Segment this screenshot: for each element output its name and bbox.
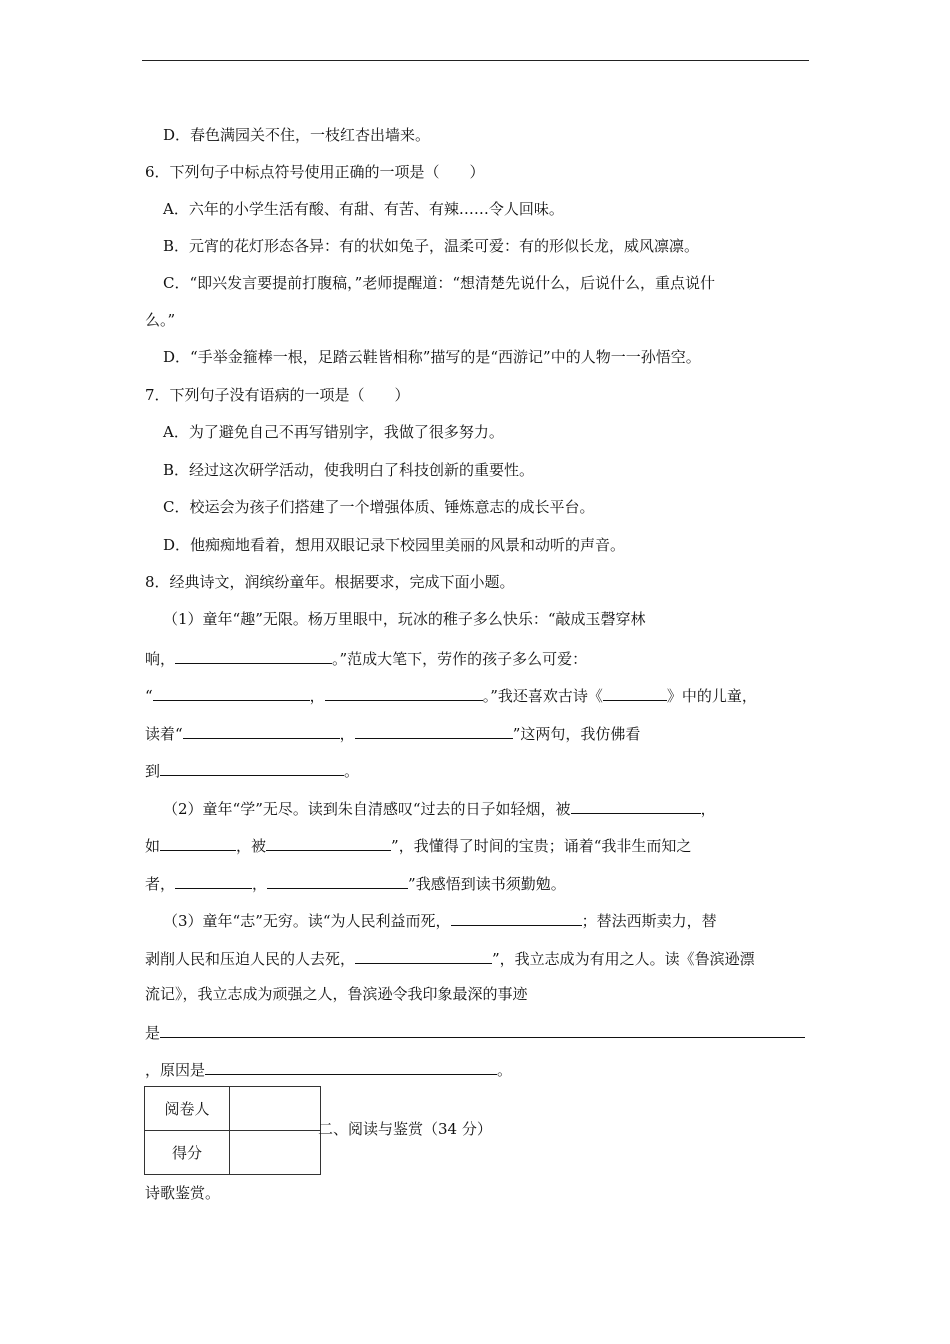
text-fragment: （2）童年“学”无尽。读到朱自清感叹“过去的日子如轻烟，被 xyxy=(163,800,571,818)
q8-part1-line4 xyxy=(145,722,640,744)
answer-blank[interactable] xyxy=(205,1058,497,1075)
q6-option-d: D．“手举金箍棒一根，足踏云鞋皆相称”描写的是“西游记”中的人物一一孙悟空。 xyxy=(163,348,701,366)
q8-stem: 8．经典诗文，润缤纷童年。根据要求，完成下面小题。 xyxy=(145,573,515,591)
text-fragment: ， xyxy=(700,800,716,818)
text-fragment: 。 xyxy=(344,762,360,780)
q7-option-b: B．经过这次研学活动，使我明白了科技创新的重要性。 xyxy=(163,461,535,479)
q8-part3-line1 xyxy=(163,909,717,931)
score-table xyxy=(144,1086,321,1175)
q7-option-a: A．为了避免自己不再写错别字，我做了很多努力。 xyxy=(163,423,504,441)
answer-blank[interactable] xyxy=(355,722,513,739)
q8-part1-line2 xyxy=(145,647,587,669)
text-fragment: ， xyxy=(339,725,355,743)
answer-blank[interactable] xyxy=(183,722,340,739)
text-fragment: 读着“ xyxy=(145,725,183,743)
text-fragment: ， xyxy=(309,687,325,705)
q8-part1-line3 xyxy=(145,684,757,706)
q7-stem: 7．下列句子没有语病的一项是（ ） xyxy=(145,386,410,404)
q8-part3-line4 xyxy=(145,1021,805,1043)
text-fragment: （3）童年“志”无穷。读“为人民利益而死， xyxy=(163,912,451,930)
answer-blank[interactable] xyxy=(603,684,667,701)
q5-option-d: D．春色满园关不住，一枝红杏出墙来。 xyxy=(163,126,431,144)
q8-part3-line5 xyxy=(145,1058,512,1080)
answer-blank[interactable] xyxy=(153,684,310,701)
text-fragment: ，原因是 xyxy=(145,1061,206,1079)
text-fragment: 如 xyxy=(145,837,161,855)
text-fragment: ；替法西斯卖力，替 xyxy=(581,912,717,930)
answer-blank[interactable] xyxy=(175,647,332,664)
q8-part1-line1: （1）童年“趣”无限。杨万里眼中，玩冰的稚子多么快乐：“敲成玉磬穿林 xyxy=(163,610,646,628)
text-fragment: 响， xyxy=(145,650,176,668)
text-fragment: 。 xyxy=(497,1061,513,1079)
q6-option-a: A．六年的小学生活有酸、有甜、有苦、有辣……令人回味。 xyxy=(163,200,564,218)
text-fragment: ，被 xyxy=(236,837,267,855)
section-title: 二、阅读与鉴赏（34 分） xyxy=(318,1120,492,1138)
q8-part3-line3: 流记》，我立志成为顽强之人，鲁滨逊令我印象最深的事迹 xyxy=(145,985,528,1003)
score-cell[interactable] xyxy=(230,1131,321,1175)
text-fragment: 者， xyxy=(145,875,176,893)
q6-option-c-line1: C．“即兴发言要提前打腹稿，”老师提醒道：“想清楚先说什么，后说什么，重点说什 xyxy=(163,274,715,292)
text-fragment: ”这两句，我仿佛看 xyxy=(512,725,641,743)
q8-part1-line5 xyxy=(145,759,359,781)
text-fragment: ”，我懂得了时间的宝贵；诵着“我非生而知之 xyxy=(391,837,692,855)
q6-option-b: B．元宵的花灯形态各异：有的状如兔子，温柔可爱：有的形似长龙，威风凛凛。 xyxy=(163,237,700,255)
answer-blank[interactable] xyxy=(571,797,701,814)
q6-option-c-line2: 么。” xyxy=(145,311,176,329)
q8-part2-line3 xyxy=(145,872,566,894)
text-fragment: ”，我立志成为有用之人。读《鲁滨逊漂 xyxy=(492,950,755,968)
answer-blank[interactable] xyxy=(160,834,236,851)
text-fragment: 。”我还喜欢古诗《 xyxy=(482,687,603,705)
answer-blank[interactable] xyxy=(355,947,492,964)
q7-option-c: C．校运会为孩子们搭建了一个增强体质、锤炼意志的成长平台。 xyxy=(163,498,595,516)
q7-option-d: D．他痴痴地看着，想用双眼记录下校园里美丽的风景和动听的声音。 xyxy=(163,536,626,554)
q8-part2-line1 xyxy=(163,797,716,819)
text-fragment: 剥削人民和压迫人民的人去死， xyxy=(145,950,356,968)
text-fragment: 》中的儿童， xyxy=(666,687,757,705)
answer-blank[interactable] xyxy=(175,872,252,889)
text-fragment: 是 xyxy=(145,1024,161,1042)
reviewer-label: 阅卷人 xyxy=(145,1087,230,1131)
text-fragment: 到 xyxy=(145,762,161,780)
answer-blank[interactable] xyxy=(160,1021,805,1038)
answer-blank[interactable] xyxy=(160,759,344,776)
text-fragment: 。”范成大笔下，劳作的孩子多么可爱： xyxy=(332,650,588,668)
reviewer-cell[interactable] xyxy=(230,1087,321,1131)
text-fragment: “ xyxy=(145,687,153,705)
answer-blank[interactable] xyxy=(451,909,582,926)
header-rule xyxy=(142,60,809,61)
score-label: 得分 xyxy=(145,1131,230,1175)
q6-stem: 6．下列句子中标点符号使用正确的一项是（ ） xyxy=(145,163,485,181)
text-fragment: ， xyxy=(252,875,268,893)
answer-blank[interactable] xyxy=(266,834,391,851)
q8-part3-line2 xyxy=(145,947,755,969)
section-subtitle: 诗歌鉴赏。 xyxy=(145,1184,221,1202)
text-fragment: ”我感悟到读书须勤勉。 xyxy=(408,875,566,893)
q8-part2-line2 xyxy=(145,834,691,856)
answer-blank[interactable] xyxy=(267,872,408,889)
answer-blank[interactable] xyxy=(325,684,483,701)
